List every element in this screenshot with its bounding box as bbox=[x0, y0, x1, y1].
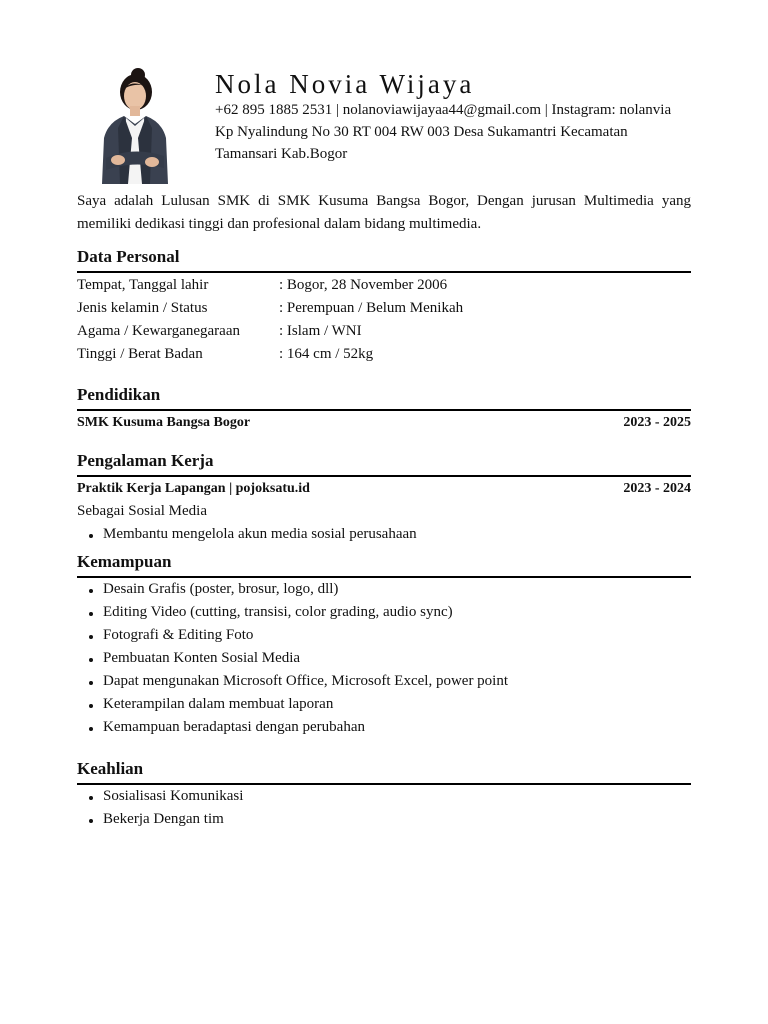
address-line: Kp Nyalindung No 30 RT 004 RW 003 Desa Sukamantri Kecamatan Tamansari Kab.Bogor bbox=[215, 124, 628, 162]
list-item-text: Kemampuan beradaptasi dengan perubahan bbox=[103, 719, 365, 735]
list-item-text: Editing Video (cutting, transisi, color grading, audio sync) bbox=[103, 604, 453, 620]
list-item bbox=[77, 670, 691, 693]
abilities-list bbox=[77, 578, 691, 739]
education-years: 2023 - 2025 bbox=[623, 415, 691, 430]
profile-photo bbox=[88, 66, 180, 184]
skills-list bbox=[77, 785, 691, 831]
section-title-experience: Pengalaman Kerja bbox=[77, 450, 691, 477]
bullet-icon bbox=[89, 589, 93, 593]
summary-paragraph: Saya adalah Lulusan SMK di SMK Kusuma Bangsa Bogor, Dengan jurusan Multimedia yang memiliki dedikasi tinggi dan profesional dalam bidang multimedia. bbox=[77, 193, 691, 232]
personal-row bbox=[77, 320, 691, 343]
list-item-text: Bekerja Dengan tim bbox=[103, 811, 224, 827]
list-item bbox=[77, 523, 691, 546]
list-item bbox=[77, 624, 691, 647]
bullet-icon bbox=[89, 612, 93, 616]
experience-organization: Praktik Kerja Lapangan | pojoksatu.id bbox=[77, 481, 310, 496]
experience-entry bbox=[77, 478, 691, 500]
contact-line: +62 895 1885 2531 | nolanoviawijayaa44@gmail.com | Instagram: nolanvia bbox=[215, 102, 672, 118]
personal-value: : Islam / WNI bbox=[279, 323, 362, 339]
personal-value: : Perempuan / Belum Menikah bbox=[279, 300, 464, 316]
section-title-abilities: Kemampuan bbox=[77, 551, 691, 578]
personal-key: Tempat, Tanggal lahir bbox=[77, 277, 209, 293]
school-name: SMK Kusuma Bangsa Bogor bbox=[77, 415, 251, 430]
education-section bbox=[77, 384, 691, 434]
bullet-icon bbox=[89, 704, 93, 708]
abilities-section bbox=[77, 551, 691, 739]
bullet-icon bbox=[89, 681, 93, 685]
list-item bbox=[77, 578, 691, 601]
list-item bbox=[77, 716, 691, 739]
skills-section bbox=[77, 758, 691, 831]
bullet-icon bbox=[89, 534, 93, 538]
education-entry bbox=[77, 412, 691, 434]
list-item bbox=[77, 647, 691, 670]
personal-row bbox=[77, 297, 691, 320]
experience-years: 2023 - 2024 bbox=[623, 481, 691, 496]
list-item-text: Sosialisasi Komunikasi bbox=[103, 788, 244, 804]
list-item bbox=[77, 808, 691, 831]
experience-role: Sebagai Sosial Media bbox=[77, 503, 207, 519]
personal-row bbox=[77, 343, 691, 366]
personal-value: : 164 cm / 52kg bbox=[279, 346, 374, 362]
list-item-text: Dapat mengunakan Microsoft Office, Microsoft Excel, power point bbox=[103, 673, 509, 689]
experience-section bbox=[77, 450, 691, 546]
personal-key: Tinggi / Berat Badan bbox=[77, 346, 203, 362]
list-item bbox=[77, 693, 691, 716]
list-item-text: Pembuatan Konten Sosial Media bbox=[103, 650, 301, 666]
personal-row bbox=[77, 274, 691, 297]
section-title-skills: Keahlian bbox=[77, 758, 691, 785]
bullet-icon bbox=[89, 819, 93, 823]
section-title-personal: Data Personal bbox=[77, 246, 691, 273]
bullet-icon bbox=[89, 658, 93, 662]
personal-value: : Bogor, 28 November 2006 bbox=[279, 277, 448, 293]
bullet-icon bbox=[89, 635, 93, 639]
list-item bbox=[77, 785, 691, 808]
personal-data-section bbox=[77, 246, 691, 366]
list-item-text: Desain Grafis (poster, brosur, logo, dll) bbox=[103, 581, 339, 597]
list-item-text: Keterampilan dalam membuat laporan bbox=[103, 696, 334, 712]
list-item bbox=[77, 601, 691, 624]
personal-key: Agama / Kewarganegaraan bbox=[77, 323, 240, 339]
experience-bullets bbox=[77, 523, 691, 546]
bullet-icon bbox=[89, 796, 93, 800]
personal-key: Jenis kelamin / Status bbox=[77, 300, 208, 316]
candidate-name: Nola Novia Wijaya bbox=[215, 69, 475, 99]
section-title-education: Pendidikan bbox=[77, 384, 691, 411]
list-item-text: Membantu mengelola akun media sosial perusahaan bbox=[103, 526, 417, 542]
bullet-icon bbox=[89, 727, 93, 731]
list-item-text: Fotografi & Editing Foto bbox=[103, 627, 254, 643]
